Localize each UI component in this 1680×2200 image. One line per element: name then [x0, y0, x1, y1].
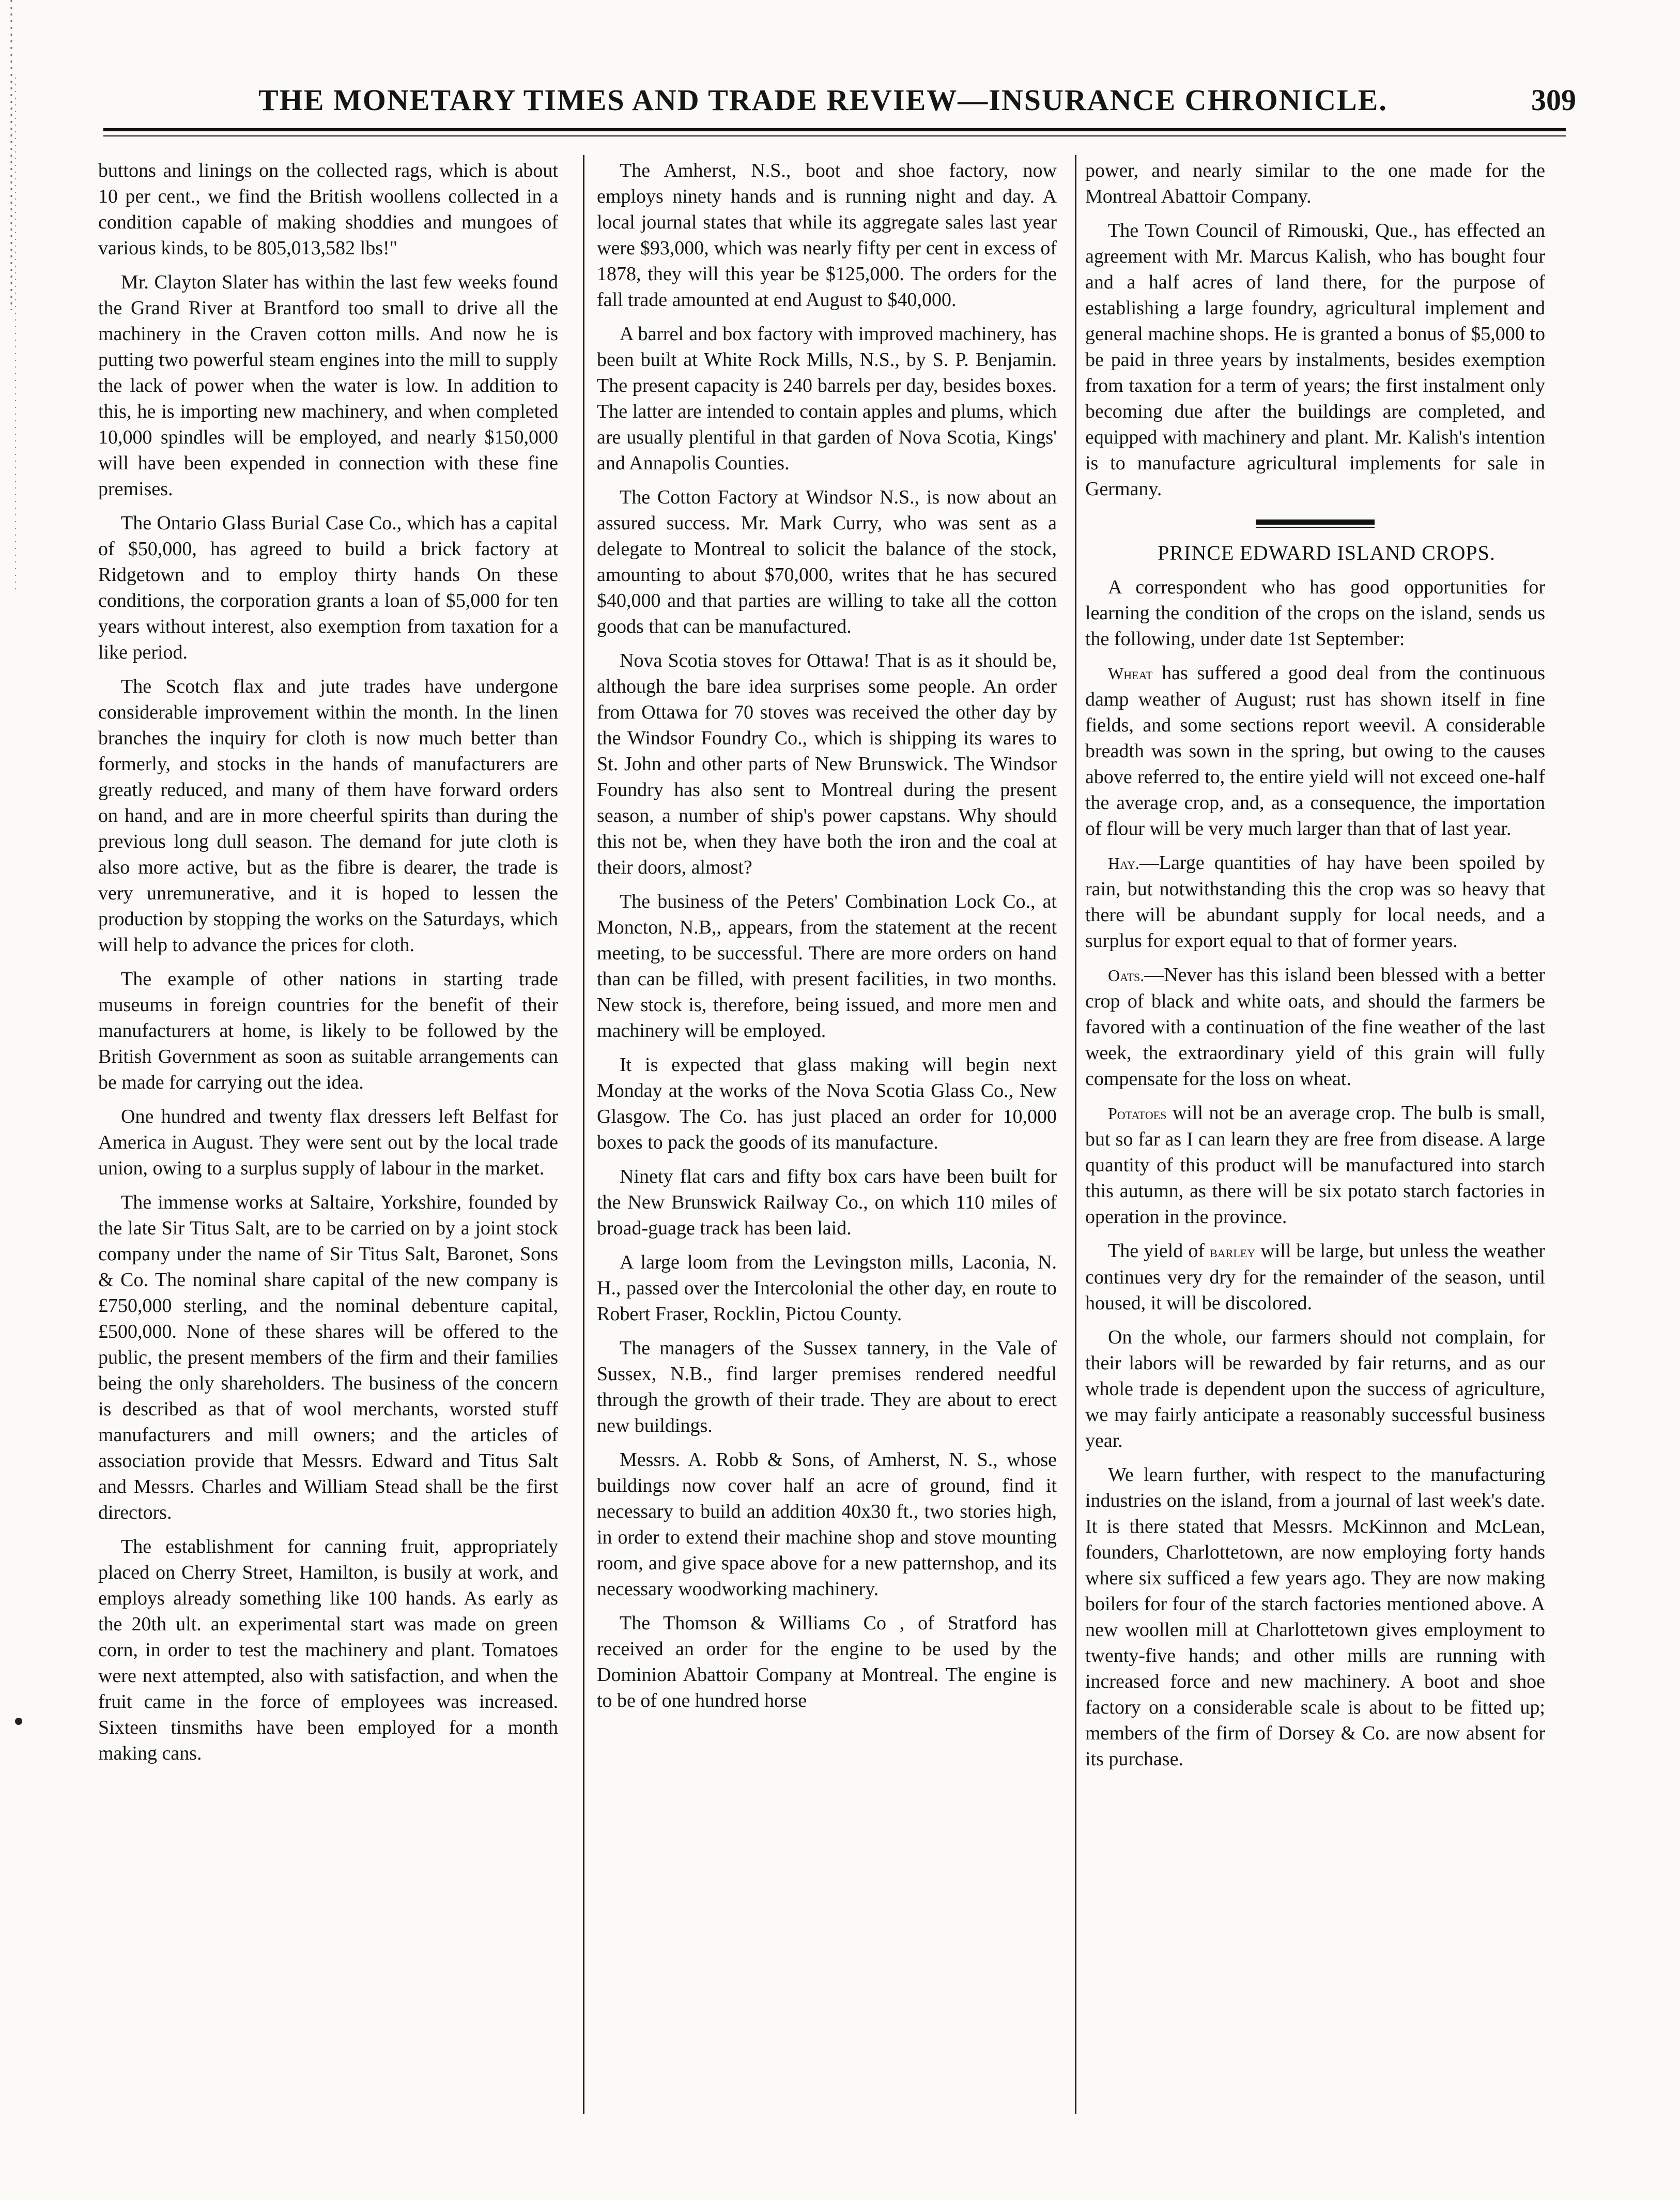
paragraph-text: —Large quantities of hay have been spoiled by rain, but notwithstanding this the crop was so heavy that there will be abundant supply for local needs, and a surplus for export equal to that of former years.: [1085, 852, 1545, 952]
paragraph-potatoes: [1085, 1100, 1545, 1230]
section-separator-thin: [1256, 527, 1375, 528]
paragraph: buttons and linings on the collected rags, which is about 10 per cent., we find the British woollens collected in a condition capable of making shoddies and mungoes of various kinds, to be 805,013,582 lbs!": [98, 160, 558, 259]
paragraph: One hundred and twenty flax dressers left Belfast for America in August. They were sent out by the local trade union, owing to a surplus supply of labour in the market.: [98, 1106, 558, 1179]
column-3: [1085, 158, 1545, 2112]
header-rule-thin: [103, 135, 1566, 136]
paragraph: The Town Council of Rimouski, Que., has effected an agreement with Mr. Marcus Kalish, who has bought four and a half acres of land there, for the purpose of establishing a large foundry, agricultural implement and general machine shops. He is granted a bonus of $5,000 to be paid in three years by instalments, besides exemption from taxation for a term of years; the first instalment only becoming due after the buildings are completed, and equipped with machinery and plant. Mr. Kalish's intention is to manufacture agricultural implements for sale in Germany.: [1085, 220, 1545, 500]
paragraph-text: will not be an average crop. The bulb is small, but so far as I can learn they are free from disease. A large quantity of this product will be manufactured into starch this autumn, as there will be six potato starch factories in operation in the province.: [1085, 1102, 1545, 1228]
header-rule-thick: [103, 128, 1566, 131]
paragraph-text: will be large, but unless the weather continues very dry for the remainder of the season, until housed, it will be discolored.: [1085, 1240, 1545, 1314]
paragraph: power, and nearly similar to the one made for the Montreal Abattoir Company.: [1085, 160, 1545, 207]
crop-label-potatoes: Potatoes: [1108, 1104, 1167, 1123]
paragraph: A barrel and box factory with improved machinery, has been built at White Rock Mills, N.S., by S. P. Benjamin. The present capacity is 240 barrels per day, besides boxes. The latter are intended to contain apples and plums, which are usually plentiful in that garden of Nova Scotia, Kings' and Annapolis Counties.: [597, 323, 1057, 474]
paragraph: Ninety flat cars and fifty box cars have been built for the New Brunswick Railway Co., on which 110 miles of broad-guage track has been laid.: [597, 1166, 1057, 1239]
paragraph: A large loom from the Levingston mills, Laconia, N. H., passed over the Intercolonial the other day, en route to Robert Fraser, Rocklin, Pictou County.: [597, 1251, 1057, 1325]
paragraph: The establishment for canning fruit, appropriately placed on Cherry Street, Hamilton, is busily at work, and employs already something like 100 hands. As early as the 20th ult. an experimental start was made on green corn, in order to test the machinery and plant. Tomatoes were next attempted, also with satisfaction, and when the fruit came in the force of employees was increased. Sixteen tinsmiths have been employed for a month making cans.: [98, 1536, 558, 1764]
paragraph-text: —Never has this island been blessed with a better crop of black and white oats, and should the farmers be favored with a continuation of the fine weather of the last week, the extraordinary yield of this grain will fully compensate for the loss on wheat.: [1085, 964, 1545, 1090]
paragraph-text: has suffered a good deal from the continuous damp weather of August; rust has shown itself in fine fields, and some sections report weevil. A considerable breadth was sown in the spring, but owing to the causes above referred to, the entire yield will not exceed one-half the average crop, and, as a consequence, the importation of flour will be very much larger than that of last year.: [1085, 662, 1545, 839]
paragraph-oats: [1085, 962, 1545, 1092]
page-number: 309: [1531, 83, 1576, 117]
crop-label-barley: barley: [1210, 1242, 1256, 1261]
paragraph-text: The yield of: [1108, 1240, 1205, 1262]
paragraph: Mr. Clayton Slater has within the last few weeks found the Grand River at Brantford too small to drive all the machinery in the Craven cotton mills. And now he is putting two powerful steam engines into the mill to supply the lack of power when the water is low. In addition to this, he is importing new machinery, and when completed 10,000 spindles will be employed, and nearly $150,000 will have been expended in connection with these fine premises.: [98, 271, 558, 500]
paragraph: A correspondent who has good opportunities for learning the condition of the crops on the island, sends us the following, under date 1st September:: [1085, 576, 1545, 650]
paragraph: The immense works at Saltaire, Yorkshire, founded by the late Sir Titus Salt, are to be carried on by a joint stock company under the name of Sir Titus Salt, Baronet, Sons & Co. The nominal share capital of the new company is £750,000 sterling, and the nominal debenture capital, £500,000. None of these shares will be offered to the public, the present members of the firm and their families being the only shareholders. The business of the concern is described as that of wool merchants, worsted stuff manufacturers and mill owners; and the articles of association provide that Messrs. Edward and Titus Salt and Messrs. Charles and William Stead shall be the first directors.: [98, 1191, 558, 1523]
column-2: [597, 158, 1057, 2112]
paragraph-hay: [1085, 850, 1545, 954]
section-heading: PRINCE EDWARD ISLAND CROPS.: [1158, 541, 1496, 564]
crop-label-hay: Hay.: [1108, 854, 1139, 873]
crop-label-oats: Oats.: [1108, 966, 1145, 985]
column-divider-1: [583, 155, 584, 2114]
page-header: [103, 78, 1576, 124]
paragraph: On the whole, our farmers should not complain, for their labors will be rewarded by fair returns, and as our whole trade is dependent upon the success of agriculture, we may fairly anticipate a reasonably successful business year.: [1085, 1326, 1545, 1452]
paragraph: The example of other nations in starting trade museums in foreign countries for the benefit of their manufacturers at home, is likely to be followed by the British Government as soon as suitable arrangements can be made for carrying out the idea.: [98, 968, 558, 1093]
crop-label-wheat: Wheat: [1108, 664, 1153, 683]
paragraph: The Scotch flax and jute trades have undergone considerable improvement within the month. In the linen branches the inquiry for cloth is now much better than formerly, and stocks in the hands of manufacturers are greatly reduced, and many of them have forward orders on hand, and are in more cheerful spirits than during the previous long dull season. The demand for jute cloth is also more active, but as the fibre is dearer, the trade is very unremunerative, and it is hoped to lessen the production by stopping the works on the Saturdays, which will help to advance the prices for cloth.: [98, 676, 558, 956]
paragraph: Nova Scotia stoves for Ottawa! That is as it should be, although the bare idea surprises some people. An order from Ottawa for 70 stoves was received the other day by the Windsor Foundry Co., which is shipping its wares to St. John and other parts of New Brunswick. The Windsor Foundry has also sent to Montreal during the present season, a number of ship's power capstans. Why should this not be, when they have both the iron and the coal at their doors, almost?: [597, 650, 1057, 878]
section-separator: [1256, 520, 1375, 525]
page-edge-marks: [0, 0, 31, 2200]
paragraph: The Thomson & Williams Co , of Stratford has received an order for the engine to be used by the Dominion Abattoir Company at Montreal. The engine is to be of one hundred horse: [597, 1612, 1057, 1712]
paragraph-wheat: [1085, 660, 1545, 842]
journal-title: THE MONETARY TIMES AND TRADE REVIEW—INSURANCE CHRONICLE.: [258, 83, 1388, 117]
paragraph: The managers of the Sussex tannery, in the Vale of Sussex, N.B., find larger premises rendered needful through the growth of their trade. They are about to erect new buildings.: [597, 1337, 1057, 1437]
column-1: [98, 158, 558, 2112]
paragraph: The Cotton Factory at Windsor N.S., is now about an assured success. Mr. Mark Curry, who was sent as a delegate to Montreal to solicit the balance of the stock, amounting to about $70,000, writes that he has secured $40,000 and that parties are willing to take all the cotton goods that can be manufactured.: [597, 486, 1057, 637]
column-divider-2: [1075, 155, 1076, 2114]
paragraph: The Ontario Glass Burial Case Co., which has a capital of $50,000, has agreed to build a brick factory at Ridgetown and to employ thirty hands On these conditions, the corporation grants a loan of $5,000 for ten years without interest, also exemption from taxation for a like period.: [98, 512, 558, 663]
paragraph: The Amherst, N.S., boot and shoe factory, now employs ninety hands and is running night and day. A local journal states that while its aggregate sales last year were $93,000, which was nearly fifty per cent in excess of 1878, they will this year be $125,000. The orders for the fall trade amounted at end August to $40,000.: [597, 160, 1057, 311]
paragraph: The business of the Peters' Combination Lock Co., at Moncton, N.B,, appears, from the statement at the recent meeting, to be successful. There are more orders on hand than can be filled, with present facilities, in two months. New stock is, therefore, being issued, and more men and machinery will be employed.: [597, 891, 1057, 1042]
paragraph: We learn further, with respect to the manufacturing industries on the island, from a journal of last week's date. It is there stated that Messrs. McKinnon and McLean, founders, Charlottetown, are now employing forty hands where six sufficed a few years ago. They are now making boilers for four of the starch factories mentioned above. A new woollen mill at Charlottetown gives employment to twenty-five hands; and other mills are running with increased force and new machinery. A boot and shoe factory on a considerable scale is about to be fitted up; members of the firm of Dorsey & Co. are now absent for its purchase.: [1085, 1464, 1545, 1770]
paragraph: Messrs. A. Robb & Sons, of Amherst, N. S., whose buildings now cover half an acre of ground, find it necessary to build an addition 40x30 ft., two stories high, in order to extend their machine shop and stove mounting room, and give space above for a new patternshop, and its necessary woodworking machinery.: [597, 1449, 1057, 1600]
paragraph-barley: [1085, 1238, 1545, 1316]
paragraph: It is expected that glass making will begin next Monday at the works of the Nova Scotia Glass Co., New Glasgow. The Co. has just placed an order for 10,000 boxes to pack the goods of its manufacture.: [597, 1054, 1057, 1153]
